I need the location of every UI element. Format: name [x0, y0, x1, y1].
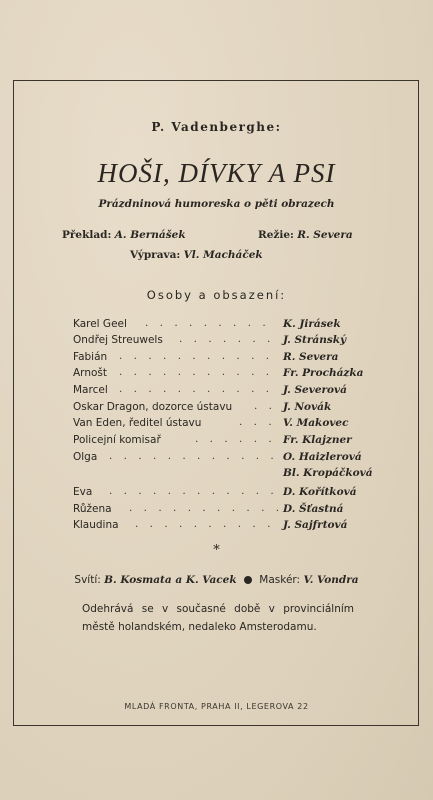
design-label: Výprava: — [130, 249, 181, 261]
cast-actor: D. Šťastná — [283, 503, 344, 515]
cast-row — [73, 417, 373, 433]
cast-role: Arnošt — [73, 367, 107, 379]
leader-dots: . . . . . . — [195, 433, 276, 445]
cast-role: Ondřej Streuwels — [73, 334, 163, 346]
cast-actor: Bl. Kropáčková — [283, 467, 373, 479]
leader-dots: . . . . . . . . . . . — [119, 350, 274, 362]
cast-actor: Fr. Klajzner — [283, 434, 352, 446]
cast-role: Marcel — [73, 384, 108, 396]
leader-dots: . . . . . . . — [179, 333, 275, 345]
cast-role: Policejní komisař — [73, 434, 161, 446]
cast-role: Karel Geel — [73, 318, 127, 330]
leader-dots: . . . . . . . . . . . — [129, 502, 284, 514]
cast-role: Růžena — [73, 503, 112, 515]
cast-actor: J. Sajfrtová — [283, 519, 348, 531]
setting-note: Odehrává se v současné době v provinciálním městě holandském, nedaleko Amsterodamu. — [82, 603, 354, 633]
cast-row — [73, 318, 373, 334]
lighting-label: Svítí: — [74, 574, 101, 586]
cast-heading: Osoby a obsazení: — [146, 288, 287, 302]
publisher-footer: MLADÁ FRONTA, PRAHA II, LEGEROVA 22 — [124, 702, 309, 711]
play-title: HOŠI, DÍVKY A PSI — [97, 158, 336, 188]
cast-row — [73, 503, 373, 519]
cast-role: Van Eden, ředitel ústavu — [73, 417, 202, 429]
cast-row — [73, 519, 373, 535]
cast-role: Fabián — [73, 351, 108, 363]
makeup-label: Maskér: — [259, 574, 301, 586]
direction-value: R. Severa — [297, 229, 353, 241]
cast-row — [73, 401, 373, 417]
leader-dots: . . . . . . . . . . — [135, 518, 275, 530]
cast-row — [73, 467, 373, 483]
play-subtitle: Prázdninová humoreska o pěti obrazech — [98, 198, 335, 210]
asterisk-divider: * — [213, 543, 220, 558]
leader-dots: . . . . . . . . . . . — [119, 366, 274, 378]
cast-actor: J. Novák — [283, 401, 332, 413]
direction-label: Režie: — [258, 229, 294, 241]
cast-actor: D. Kořítková — [283, 486, 357, 498]
cast-actor: J. Stránský — [283, 334, 347, 346]
cast-actor: V. Makovec — [283, 417, 349, 429]
cast-role: Olga — [73, 451, 98, 463]
author: P. Vadenberghe: — [151, 120, 282, 134]
leader-dots: . . . — [239, 416, 276, 428]
lighting-value: B. Kosmata a K. Vacek — [104, 574, 237, 586]
leader-dots: . . . . . . . . . — [145, 317, 270, 329]
cast-row — [73, 486, 373, 502]
cast-role: Oskar Dragon, dozorce ústavu — [73, 401, 233, 413]
translation-value: A. Bernášek — [114, 229, 186, 241]
cast-role: Eva — [73, 486, 93, 498]
cast-actor: K. Jirásek — [283, 318, 341, 330]
translation-label: Překlad: — [62, 229, 112, 241]
cast-row — [73, 334, 373, 350]
cast-actor: R. Severa — [283, 351, 339, 363]
direction-credit — [258, 229, 353, 241]
translation-credit — [62, 229, 186, 241]
cast-actor: O. Haizlerová — [283, 451, 362, 463]
leader-dots: . . — [254, 400, 277, 412]
bullet-icon — [244, 576, 252, 584]
leader-dots: . . . . . . . . . . . . — [109, 485, 278, 497]
cast-row — [73, 351, 373, 367]
lighting-makeup-credits — [0, 574, 433, 586]
cast-actor: Fr. Procházka — [283, 367, 364, 379]
leader-dots: . . . . . . . . . . . . — [109, 450, 278, 462]
design-credit — [130, 249, 263, 261]
cast-row — [73, 367, 373, 383]
design-value: Vl. Macháček — [183, 249, 263, 261]
leader-dots: . . . . . . . . . . . — [119, 383, 274, 395]
cast-role: Klaudina — [73, 519, 119, 531]
makeup-value: V. Vondra — [303, 574, 359, 586]
cast-row — [73, 384, 373, 400]
cast-actor: J. Severová — [283, 384, 347, 396]
cast-row — [73, 451, 373, 467]
cast-row — [73, 434, 373, 450]
